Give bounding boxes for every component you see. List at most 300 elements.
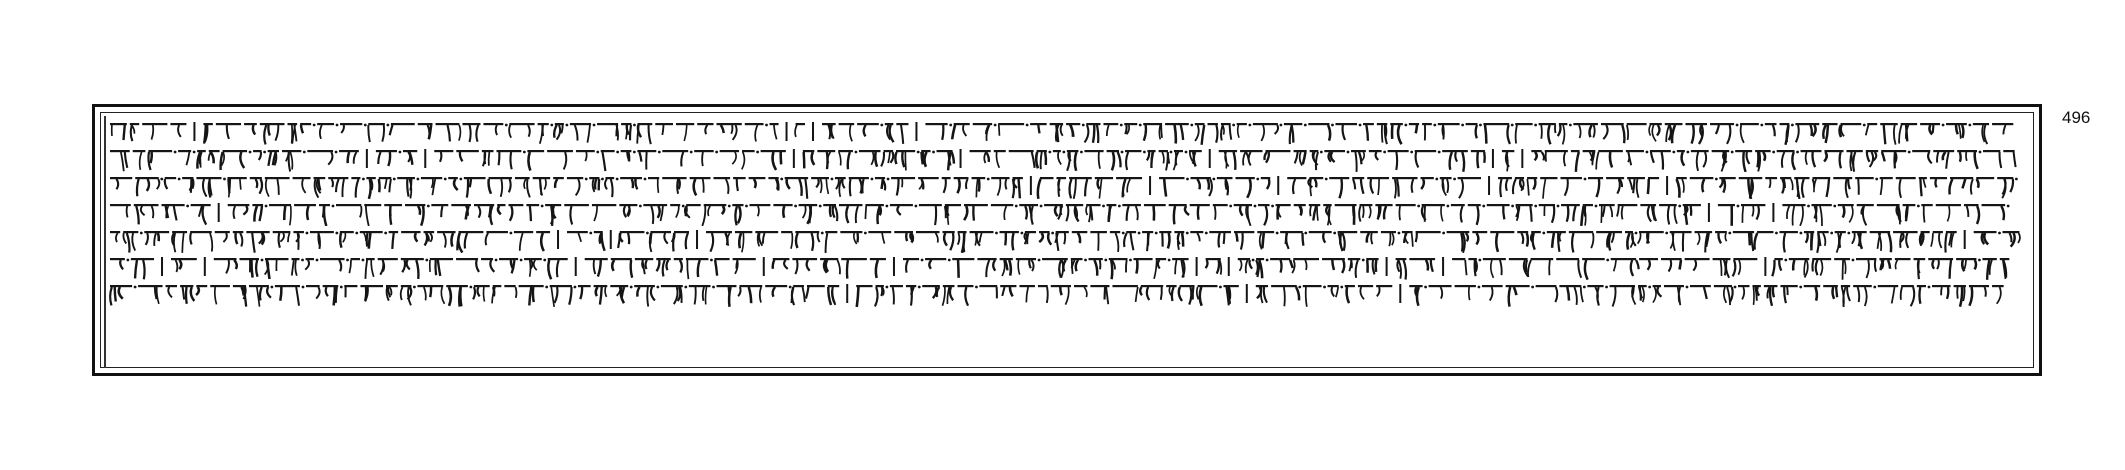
glyph-cluster xyxy=(328,177,348,197)
glyph-cluster xyxy=(1019,204,1038,225)
glyph-cluster xyxy=(182,177,193,193)
tsheg-dot xyxy=(1271,205,1274,208)
glyph-cluster xyxy=(957,285,973,306)
glyph-cluster xyxy=(1509,258,1528,276)
glyph-cluster xyxy=(991,204,1013,220)
glyph-cluster xyxy=(464,177,486,198)
glyph-cluster xyxy=(1626,150,1644,165)
glyph-cluster xyxy=(233,285,246,307)
glyph-cluster xyxy=(389,231,398,249)
glyph-cluster xyxy=(1880,123,1897,145)
glyph-cluster xyxy=(1812,177,1830,197)
tsheg-dot xyxy=(616,178,619,181)
glyph-cluster xyxy=(1878,285,1898,303)
tsheg-dot xyxy=(1557,205,1560,208)
glyph-cluster xyxy=(1303,285,1322,307)
tsheg-dot xyxy=(1978,259,1981,262)
glyph-cluster xyxy=(1932,285,1951,299)
ink-strokes-4 xyxy=(104,199,2024,226)
glyph-cluster xyxy=(515,177,530,197)
glyph-cluster xyxy=(1234,204,1252,226)
tsheg-dot xyxy=(1534,205,1537,208)
tsheg-dot xyxy=(1648,286,1651,289)
shad-separator xyxy=(161,257,163,276)
glyph-cluster xyxy=(1166,285,1176,301)
glyph-cluster xyxy=(110,258,125,269)
glyph-cluster xyxy=(979,285,997,298)
glyph-cluster xyxy=(1335,123,1357,140)
glyph-cluster xyxy=(1221,123,1231,140)
glyph-cluster xyxy=(165,177,176,189)
glyph-cluster xyxy=(1670,231,1692,252)
tsheg-dot xyxy=(633,151,636,154)
glyph-cluster xyxy=(1852,231,1867,249)
tsheg-dot xyxy=(1266,259,1269,262)
glyph-cluster xyxy=(273,231,291,248)
glyph-cluster xyxy=(1540,177,1557,199)
glyph-cluster xyxy=(1144,204,1166,221)
glyph-cluster xyxy=(733,258,756,274)
tsheg-dot xyxy=(1438,151,1441,154)
tsheg-dot xyxy=(1478,286,1481,289)
glyph-cluster xyxy=(1515,123,1532,143)
glyph-cluster xyxy=(942,285,954,306)
tsheg-dot xyxy=(880,124,883,127)
glyph-cluster xyxy=(497,150,522,169)
tsheg-dot xyxy=(1433,124,1436,127)
glyph-cluster xyxy=(1409,123,1419,133)
glyph-cluster xyxy=(1039,231,1051,245)
glyph-cluster xyxy=(1834,258,1850,280)
glyph-cluster xyxy=(190,231,212,252)
glyph-cluster xyxy=(1899,123,1917,144)
glyph-cluster xyxy=(1789,258,1809,277)
tsheg-dot xyxy=(1186,232,1189,235)
glyph-cluster xyxy=(672,231,689,251)
glyph-cluster xyxy=(1735,150,1752,172)
tsheg-dot xyxy=(1461,124,1464,127)
glyph-cluster xyxy=(1539,123,1556,144)
tsheg-dot xyxy=(1340,286,1343,289)
glyph-cluster xyxy=(1270,258,1293,273)
glyph-cluster xyxy=(550,285,572,307)
tsheg-dot xyxy=(1104,259,1107,262)
tsheg-dot xyxy=(1359,124,1362,127)
glyph-cluster xyxy=(508,204,523,221)
glyph-cluster xyxy=(895,150,915,170)
glyph-cluster xyxy=(1422,123,1432,140)
tsheg-dot xyxy=(1410,151,1413,154)
tsheg-dot xyxy=(745,205,748,208)
tsheg-dot xyxy=(1731,151,1734,154)
glyph-cluster xyxy=(2002,231,2020,247)
shad-separator xyxy=(960,149,962,168)
glyph-cluster xyxy=(1733,231,1754,251)
glyph-cluster xyxy=(203,123,212,144)
tsheg-dot xyxy=(644,178,647,181)
glyph-cluster xyxy=(770,123,779,139)
glyph-cluster xyxy=(971,177,985,197)
glyph-cluster xyxy=(1055,231,1069,251)
glyph-cluster xyxy=(1112,285,1137,302)
glyph-cluster xyxy=(828,285,839,305)
glyph-cluster xyxy=(1000,258,1013,276)
tsheg-dot xyxy=(1252,259,1255,262)
glyph-cluster xyxy=(1795,123,1819,142)
glyph-cluster xyxy=(1090,231,1107,251)
tsheg-dot xyxy=(1875,178,1878,181)
tsheg-dot xyxy=(543,259,546,262)
tsheg-dot xyxy=(223,178,226,181)
glyph-cluster xyxy=(1143,123,1162,141)
glyph-cluster xyxy=(1276,204,1291,220)
glyph-cluster xyxy=(1324,150,1345,162)
glyph-cluster xyxy=(1455,285,1476,300)
tsheg-dot xyxy=(1847,232,1850,235)
glyph-cluster xyxy=(319,204,330,226)
glyph-cluster xyxy=(1452,258,1466,275)
glyph-cluster xyxy=(244,123,257,135)
glyph-cluster xyxy=(547,150,573,169)
tsheg-dot xyxy=(1511,124,1514,127)
shad-separator xyxy=(1521,149,1523,168)
glyph-cluster xyxy=(620,177,642,189)
ink-strokes-3 xyxy=(104,172,2024,199)
tsheg-dot xyxy=(728,205,731,208)
glyph-cluster xyxy=(293,177,311,193)
glyph-cluster xyxy=(252,204,263,222)
shad-separator xyxy=(1228,257,1230,276)
glyph-cluster xyxy=(1547,231,1566,252)
glyph-cluster xyxy=(1856,258,1876,278)
glyph-cluster xyxy=(803,150,814,168)
tsheg-dot xyxy=(1852,259,1855,262)
glyph-cluster xyxy=(785,177,808,199)
glyph-cluster xyxy=(576,150,595,161)
glyph-cluster xyxy=(196,285,207,295)
tsheg-dot xyxy=(918,286,921,289)
tsheg-dot xyxy=(658,151,661,154)
glyph-cluster xyxy=(839,204,862,223)
shad-separator xyxy=(1196,257,1198,276)
glyph-cluster xyxy=(717,123,742,140)
glyph-cluster xyxy=(403,150,417,165)
glyph-cluster xyxy=(482,150,494,166)
glyph-cluster xyxy=(922,285,940,298)
glyph-cluster xyxy=(386,285,398,301)
glyph-cluster xyxy=(1917,285,1926,304)
shad-separator xyxy=(1386,257,1388,276)
tsheg-dot xyxy=(987,178,990,181)
tsheg-dot xyxy=(1155,232,1158,235)
glyph-cluster xyxy=(585,258,608,277)
tsheg-dot xyxy=(871,178,874,181)
glyph-cluster xyxy=(795,231,819,251)
tsheg-dot xyxy=(340,286,343,289)
glyph-cluster xyxy=(1322,258,1345,273)
glyph-cluster xyxy=(265,258,289,279)
glyph-cluster xyxy=(755,231,778,246)
tsheg-dot xyxy=(1256,178,1259,181)
glyph-cluster xyxy=(1587,285,1603,306)
glyph-cluster xyxy=(1639,258,1658,270)
glyph-cluster xyxy=(138,285,162,304)
glyph-cluster xyxy=(903,258,919,273)
tsheg-dot xyxy=(975,286,978,289)
shad-separator xyxy=(915,122,917,141)
glyph-cluster xyxy=(1360,231,1378,244)
glyph-cluster xyxy=(1376,285,1392,296)
glyph-cluster xyxy=(180,285,194,304)
glyph-cluster xyxy=(1976,177,1994,188)
glyph-cluster xyxy=(1056,177,1066,197)
tsheg-dot xyxy=(1015,205,1018,208)
glyph-cluster xyxy=(637,123,652,144)
glyph-cluster xyxy=(287,123,297,144)
glyph-cluster xyxy=(1030,123,1047,133)
tsheg-dot xyxy=(302,286,305,289)
glyph-cluster xyxy=(1718,204,1735,226)
shad-separator xyxy=(1964,230,1966,249)
tsheg-dot xyxy=(780,178,783,181)
glyph-cluster xyxy=(265,177,290,197)
tsheg-dot xyxy=(831,178,834,181)
glyph-cluster xyxy=(1569,231,1594,252)
glyph-cluster xyxy=(1715,231,1727,243)
glyph-cluster xyxy=(364,204,381,226)
glyph-cluster xyxy=(1812,258,1831,276)
glyph-cluster xyxy=(483,123,503,135)
glyph-cluster xyxy=(294,204,316,220)
glyph-cluster xyxy=(1038,285,1048,303)
tsheg-dot xyxy=(1048,151,1051,154)
glyph-cluster xyxy=(1390,123,1403,144)
glyph-cluster xyxy=(1472,231,1487,245)
glyph-cluster xyxy=(1920,231,1930,246)
glyph-cluster xyxy=(436,123,461,141)
tsheg-dot xyxy=(1026,124,1029,127)
glyph-cluster xyxy=(431,204,448,217)
tsheg-dot xyxy=(656,286,659,289)
glyph-cluster xyxy=(1931,231,1943,248)
glyph-cluster xyxy=(1780,285,1797,303)
glyph-cluster xyxy=(178,150,191,165)
tsheg-dot xyxy=(1873,286,1876,289)
glyph-cluster xyxy=(306,285,320,299)
glyph-cluster xyxy=(685,204,701,218)
glyph-cluster xyxy=(918,177,939,189)
tsheg-dot xyxy=(633,124,636,127)
tsheg-dot xyxy=(682,205,685,208)
glyph-cluster xyxy=(1930,177,1947,187)
tsheg-dot xyxy=(639,205,642,208)
ink-strokes-1 xyxy=(104,118,2024,145)
glyph-cluster xyxy=(1217,177,1233,195)
glyph-cluster xyxy=(1661,258,1682,272)
glyph-cluster xyxy=(1896,177,1916,198)
tsheg-dot xyxy=(1908,151,1911,154)
tsheg-dot xyxy=(1784,259,1787,262)
tsheg-dot xyxy=(1138,232,1141,235)
glyph-cluster xyxy=(1754,231,1773,250)
glyph-cluster xyxy=(1823,285,1838,299)
glyph-cluster xyxy=(196,177,221,197)
glyph-cluster xyxy=(820,258,840,274)
glyph-cluster xyxy=(806,285,825,299)
glyph-cluster xyxy=(567,177,583,195)
glyph-cluster xyxy=(1691,150,1709,171)
glyph-cluster xyxy=(958,231,967,253)
tsheg-dot xyxy=(444,178,447,181)
glyph-cluster xyxy=(1174,150,1183,170)
glyph-cluster xyxy=(1559,285,1583,305)
glyph-cluster xyxy=(336,204,361,217)
glyph-cluster xyxy=(1841,285,1850,307)
glyph-cluster xyxy=(1159,231,1171,248)
glyph-cluster xyxy=(1257,231,1274,249)
glyph-cluster xyxy=(1122,204,1141,221)
glyph-cluster xyxy=(351,177,360,198)
tsheg-dot xyxy=(510,232,513,235)
glyph-cluster xyxy=(250,177,262,194)
tsheg-dot xyxy=(261,259,264,262)
glyph-cluster xyxy=(1335,204,1357,225)
glyph-cluster xyxy=(1857,204,1874,225)
shad-separator xyxy=(846,284,848,303)
glyph-cluster xyxy=(1811,204,1831,226)
glyph-cluster xyxy=(1949,177,1973,194)
glyph-cluster xyxy=(142,123,167,140)
glyph-cluster xyxy=(1840,123,1862,137)
tsheg-dot xyxy=(1219,286,1222,289)
glyph-cluster xyxy=(1740,123,1759,143)
glyph-cluster xyxy=(1558,123,1568,144)
glyph-cluster xyxy=(570,123,591,143)
tsheg-dot xyxy=(1417,205,1420,208)
woodblock-text xyxy=(104,118,2030,366)
tsheg-dot xyxy=(1383,151,1386,154)
glyph-cluster xyxy=(694,150,713,166)
glyph-cluster xyxy=(492,285,501,303)
tsheg-dot xyxy=(1212,178,1215,181)
glyph-cluster xyxy=(1363,123,1374,141)
shad-separator xyxy=(1492,149,1494,168)
tsheg-dot xyxy=(545,286,548,289)
glyph-cluster xyxy=(1490,231,1514,252)
glyph-cluster xyxy=(1804,285,1820,301)
glyph-cluster xyxy=(446,285,468,307)
glyph-cluster xyxy=(1893,231,1918,248)
tsheg-dot xyxy=(1482,205,1485,208)
tsheg-dot xyxy=(1736,124,1739,127)
glyph-cluster xyxy=(1367,177,1389,195)
glyph-cluster xyxy=(1421,177,1434,189)
tsheg-dot xyxy=(335,232,338,235)
glyph-cluster xyxy=(214,258,237,273)
glyph-cluster xyxy=(835,177,846,197)
glyph-cluster xyxy=(1772,258,1783,276)
glyph-cluster xyxy=(662,150,688,166)
tsheg-dot xyxy=(1775,232,1778,235)
glyph-cluster xyxy=(1804,231,1814,250)
glyph-cluster xyxy=(1323,204,1331,225)
tsheg-dot xyxy=(140,232,143,235)
glyph-cluster xyxy=(822,123,836,139)
glyph-cluster xyxy=(451,204,471,220)
glyph-cluster xyxy=(171,258,197,272)
tsheg-dot xyxy=(885,286,888,289)
glyph-cluster xyxy=(548,258,568,279)
glyph-cluster xyxy=(1044,204,1063,219)
glyph-cluster xyxy=(1377,123,1387,144)
glyph-cluster xyxy=(1358,285,1373,299)
tsheg-dot xyxy=(193,151,196,154)
tsheg-dot xyxy=(1534,124,1537,127)
glyph-cluster xyxy=(474,204,494,225)
glyph-cluster xyxy=(1069,177,1092,199)
glyph-cluster xyxy=(1208,123,1218,143)
glyph-cluster xyxy=(916,231,939,243)
glyph-cluster xyxy=(1280,231,1303,249)
glyph-cluster xyxy=(1072,231,1088,243)
tsheg-dot xyxy=(1185,151,1188,154)
glyph-cluster xyxy=(1189,150,1202,166)
glyph-cluster xyxy=(1650,150,1671,170)
tsheg-dot xyxy=(1276,232,1279,235)
shad-separator xyxy=(1209,149,1211,168)
glyph-cluster xyxy=(1690,177,1714,192)
glyph-cluster xyxy=(970,150,991,163)
glyph-cluster xyxy=(434,150,453,162)
glyph-cluster xyxy=(2000,258,2010,279)
folio-number: 496 xyxy=(2062,108,2091,127)
glyph-cluster xyxy=(1665,123,1683,143)
glyph-cluster xyxy=(799,204,818,224)
tsheg-dot xyxy=(1435,178,1438,181)
glyph-cluster xyxy=(634,285,655,306)
tsheg-dot xyxy=(1424,286,1427,289)
glyph-cluster xyxy=(1573,123,1598,138)
glyph-cluster xyxy=(594,285,608,305)
glyph-cluster xyxy=(742,150,755,169)
glyph-cluster xyxy=(1468,204,1481,225)
glyph-cluster xyxy=(1528,258,1553,277)
shad-separator xyxy=(366,149,368,168)
glyph-cluster xyxy=(690,177,711,195)
glyph-cluster xyxy=(418,123,433,139)
tsheg-dot xyxy=(994,124,997,127)
tsheg-dot xyxy=(1584,178,1587,181)
glyph-cluster xyxy=(1487,204,1510,219)
glyph-cluster xyxy=(1440,177,1452,196)
tsheg-dot xyxy=(789,286,792,289)
tsheg-dot xyxy=(174,151,177,154)
glyph-cluster xyxy=(1997,177,2013,198)
glyph-cluster xyxy=(1683,204,1701,225)
glyph-cluster xyxy=(240,258,259,278)
glyph-cluster xyxy=(1109,258,1128,279)
tsheg-dot xyxy=(520,259,523,262)
glyph-cluster xyxy=(368,123,385,142)
glyph-cluster xyxy=(533,177,550,195)
glyph-cluster xyxy=(1881,150,1906,168)
glyph-cluster xyxy=(875,285,884,306)
glyph-cluster xyxy=(1124,231,1136,250)
tsheg-dot xyxy=(601,178,604,181)
tsheg-dot xyxy=(306,232,309,235)
tsheg-dot xyxy=(1678,205,1681,208)
glyph-cluster xyxy=(110,204,131,217)
